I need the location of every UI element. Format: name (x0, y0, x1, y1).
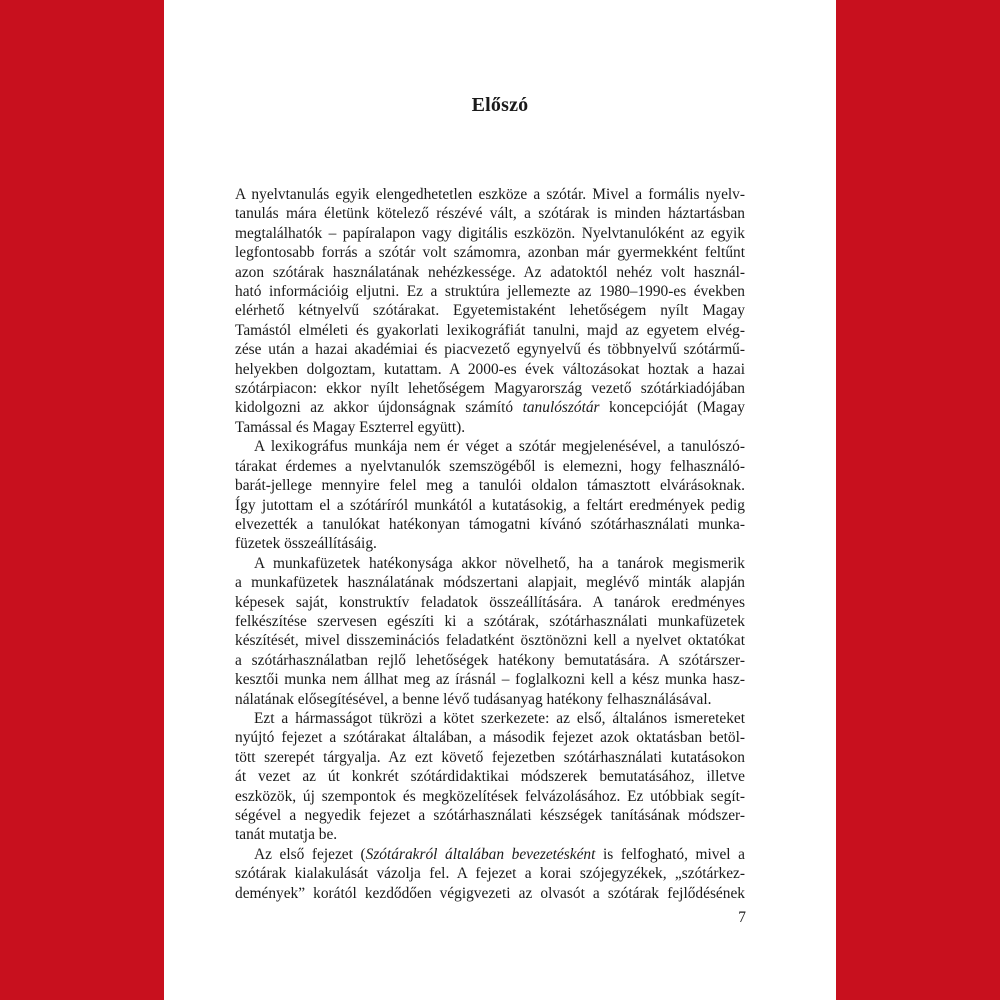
body-text (235, 185, 745, 903)
text-line: Tamástól elméleti és gyakorlati lexikográfiát tanulni, majd az egyetem elvég- (235, 321, 745, 339)
paragraph (235, 437, 745, 553)
paragraph (235, 709, 745, 845)
text-line: nálatának elősegítésével, a benne lévő tudásanyag hatékony felhasználásával. (235, 690, 712, 708)
text-line: tött szerepét tárgyalja. Az ezt követő fejezetben szótárhasználati kutatásokon (235, 748, 745, 766)
text-line: zése után a hazai akadémiai és piacvezető egynyelvű és többnyelvű szótármű- (235, 341, 745, 359)
paragraph (235, 185, 745, 437)
text-line: tanát mutatja be. (235, 826, 338, 844)
text-line: A nyelvtanulás egyik elengedhetetlen eszköze a szótár. Mivel a formális nyelv- (235, 186, 745, 203)
text-line: füzetek összeállításáig. (235, 535, 377, 553)
paragraph (235, 845, 745, 903)
text-line: át vezet az út konkrét szótárdidaktikai módszerek bemutatásához, illetve (235, 768, 745, 786)
page-number: 7 (738, 909, 746, 926)
text-line: Tamással és Magay Eszterrel együtt). (235, 418, 466, 436)
text-line: ható információig eljutni. Ez a struktúra jellemezte az 1980–1990-es években (235, 283, 745, 301)
text-line: demények” korától kezdődően végigvezeti az olvasót a szótárak fejlődésének (235, 884, 745, 902)
page-title: Előszó (471, 94, 529, 116)
text-line: készítését, mivel disszeminációs feladatként ösztönözni kell a nyelvet oktatókat (235, 632, 745, 650)
paragraph (235, 554, 745, 709)
text-line: Ezt a hármasságot tükrözi a kötet szerkezete: az első, általános ismereteket (254, 709, 745, 727)
text-line: a szótárhasználatban rejlő lehetőségek hatékony bemutatására. A szótárszer- (235, 651, 745, 669)
text-line: A lexikográfus munkája nem ér véget a szótár megjelenésével, a tanulószó- (254, 438, 745, 456)
text-line: képesek saját, konstruktív feladatok összeállítására. A tanárok eredményes (235, 593, 745, 611)
text-line: a munkafüzetek használatának módszertani alapjait, meglévő minták alapján (235, 574, 745, 592)
book-page (164, 0, 836, 1000)
text-line: felkészítése szervesen egészíti ki a szótárak, szótárhasználati munkafüzetek (235, 612, 745, 630)
text-line: Így jutottam el a szótáríról munkától a kutatásokig, a feltárt eredmények pedig (235, 496, 745, 514)
text-line: megtalálhatók – papíralapon vagy digitális eszközön. Nyelvtanulóként az egyik (235, 224, 745, 242)
text-line: elérhető kétnyelvű szótárakat. Egyetemistaként lehetőségem nyílt Magay (235, 302, 745, 320)
text-line: elvezették a tanulókat hatékonyan támogatni kívánó szótárhasználati munka- (235, 515, 745, 533)
text-line: kidolgozni az akkor újdonságnak számító tanulószótár koncepcióját (Magay (235, 399, 745, 417)
text-line: A munkafüzetek hatékonysága akkor növelhető, ha a tanárok megismerik (254, 554, 745, 572)
text-line: Az első fejezet (Szótárakról általában bevezetésként is felfogható, mivel a (254, 845, 745, 863)
text-line: azon szótárak használatának nehézkessége. Az adatoktól nehéz volt használ- (235, 263, 745, 281)
text-line: eszközök, új szempontok és megközelítések felvázolásához. Ez utóbbiak segít- (235, 787, 745, 805)
text-line: helyekben dolgoztam, kutattam. A 2000-es évek változásokat hoztak a hazai (235, 360, 745, 378)
text-line: nyújtó fejezet a szótárakat általában, a második fejezet azok oktatásban betöl- (235, 729, 745, 747)
text-line: szótárak kialakulását vázolja fel. A fejezet a korai szójegyzékek, „szótárkez- (235, 865, 745, 883)
text-line: tárakat érdemes a nyelvtanulók szemszögéből is elemezni, hogy felhasználó- (235, 457, 745, 475)
text-line: legfontosabb forrás a szótár volt számomra, azonban már gyermekként feltűnt (235, 244, 745, 262)
text-line: szótárpiacon: ekkor nyílt lehetőségem Magyarország vezető szótárkiadójában (235, 380, 745, 398)
text-line: tanulás mára életünk kötelező részévé vált, a szótárak is minden háztartásban (235, 205, 745, 223)
text-line: kesztői munka nem állhat meg az írásnál – foglalkozni kell a kész munka hasz- (235, 671, 745, 689)
text-line: barát-jellege mennyire felel meg a tanulói oldalon támasztott elvárásoknak. (235, 477, 745, 495)
text-line: ségével a negyedik fejezet a szótárhasználati készségek tanításának módszer- (235, 807, 745, 824)
